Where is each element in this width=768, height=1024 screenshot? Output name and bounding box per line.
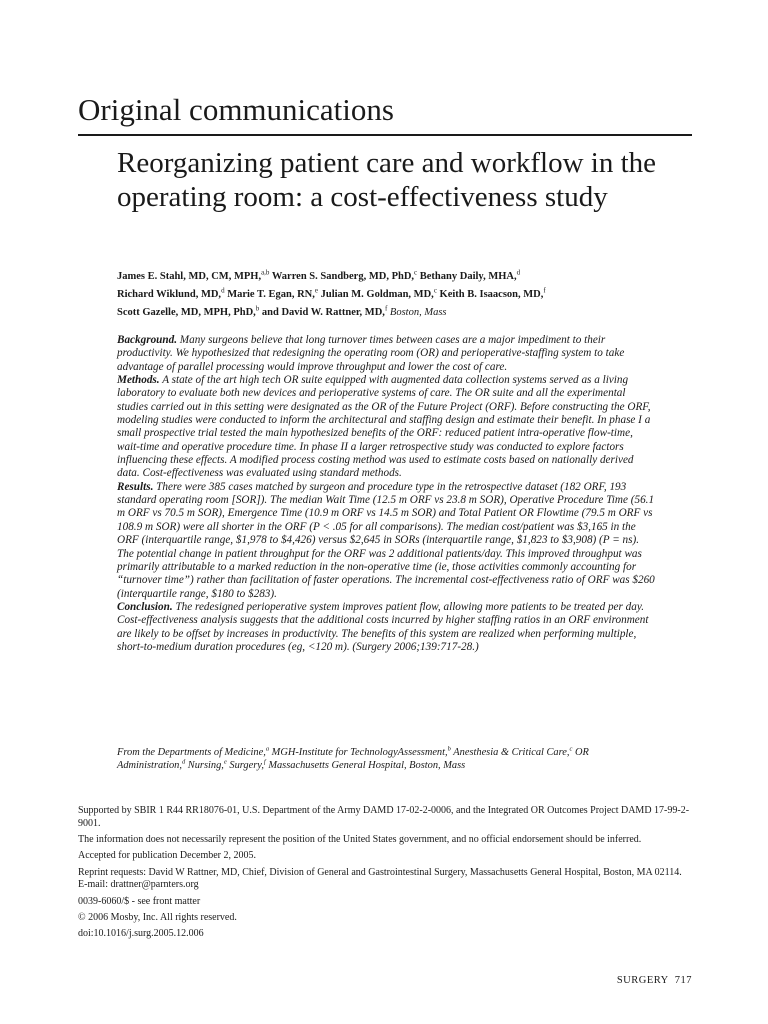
- accepted-note: Accepted for publication December 2, 2005.: [78, 850, 256, 862]
- affiliation-mark: a: [265, 745, 270, 753]
- author-name: Julian M. Goldman, MD,: [320, 289, 434, 300]
- disclaimer-note: The information does not necessarily represent the position of the United States government, and no official endorsement should be inferred.: [78, 834, 642, 845]
- footnotes: [78, 805, 692, 944]
- author-affiliation-mark: c: [414, 268, 418, 277]
- author-list: [117, 268, 677, 322]
- author-affiliation-mark: f: [543, 286, 546, 295]
- author-affiliation-mark: f: [384, 304, 388, 313]
- abstract-text: A state of the art high tech OR suite equipped with augmented data collection systems served as a living laboratory to evaluate both new devices and perioperative systems of care. The OR suite and all the experimental studies carried out in this setting were designated as the OR of the Future Project (ORF). Before constructing the ORF, modeling studies were conducted to inform the architectural and staffing design and estimate their benefit. In phase I a small prospective trial tested the main hypothesized benefits of the ORF: reduced patient intra-operative flow-time, wait-time and operative procedure time. In phase II a larger retrospective study was conducted to explore factors influencing these effects. A modified process costing method was used to estimate costs based on nationally derived data. Cost-effectiveness was evaluated using standard methods.: [117, 374, 651, 480]
- support-note: Supported by SBIR 1 R44 RR18076-01, U.S. Department of the Army DAMD 17-02-2-0006, and the Integrated OR Outcomes Project DAMD 17-99-2-9001.: [78, 805, 690, 829]
- affiliation-mark: d: [181, 758, 186, 766]
- author-affiliation-mark: a,b: [261, 268, 270, 277]
- abstract-text: The redesigned perioperative system improves patient flow, allowing more patients to be treated per day. Cost-effectiveness analysis suggests that the additional costs incurred by higher staffing ratios in an ORF environment are likely to be offset by increases in productivity. The benefits of this system are realized when performing multiple, short-to-medium duration procedures (eg, <120 m). (Surgery 2006;139:717-28.): [117, 600, 649, 653]
- author-affiliation-mark: e: [314, 286, 318, 295]
- copyright-note: © 2006 Mosby, Inc. All rights reserved.: [78, 911, 237, 923]
- affiliation-text: Nursing,: [185, 760, 224, 772]
- page-number: 717: [674, 975, 692, 986]
- abstract-label: Methods.: [117, 374, 160, 387]
- affiliation-text: OR Administration,: [117, 747, 589, 772]
- abstract-results: [117, 481, 657, 601]
- author-affiliation-mark: b: [255, 304, 260, 313]
- abstract-text: There were 385 cases matched by surgeon and procedure type in the retrospective dataset (182 ORF, 193 standard operating room [SOR]). The median Wait Time (12.5 m ORF vs 23.8 m SOR), Operative Procedure Time (56.1 m ORF vs 70.5 m SOR), Emergence Time (10.9 m ORF vs 14.5 m SOR) and Total Patient OR Flowtime (79.5 m ORF vs 108.9 m SOR) were all shorter in the ORF (P < .05 for all comparisons). The median cost/patient was $3,165 in the ORF (interquartile range, $1,978 to $4,426) versus $2,645 in SORs (interquartile range, $1,823 to $3,908) (P = ns). The potential change in patient throughput for the ORF was 2 additional patients/day. This improved throughput was primarily attributable to a marked reduction in the non-operative time (ie, those activities commonly accounting for “turnover time”) rather than facilitation of faster operations. The incremental cost-effectiveness ratio of ORF was $260 (interquartile range, $180 to $283).: [117, 480, 655, 600]
- section-heading: Original communications: [78, 92, 394, 127]
- abstract-label: Results.: [117, 480, 154, 493]
- author-location: Boston, Mass: [389, 307, 447, 318]
- abstract-methods: [117, 374, 657, 481]
- affiliations: [117, 746, 657, 773]
- abstract-background: [117, 334, 657, 374]
- abstract-text: Many surgeons believe that long turnover times between cases are a major impediment to their productivity. We hypothesized that redesigning the operating room (OR) and perioperative-staffing system to take advantage of parallel processing would improve throughput and lower the cost of care.: [117, 334, 625, 373]
- page-footer: [611, 975, 692, 986]
- affiliation-mark: b: [447, 745, 451, 753]
- affiliation-text: Massachusetts General Hospital, Boston, Mass: [265, 760, 466, 772]
- article-title: Reorganizing patient care and workflow in the operating room: a cost-effectiveness study: [117, 147, 657, 213]
- author-name: and David W. Rattner, MD,: [261, 307, 385, 318]
- author-name: Scott Gazelle, MD, MPH, PhD,: [117, 307, 256, 318]
- affiliation-text: Anesthesia & Critical Care,: [450, 747, 570, 758]
- affiliation-mark: e: [223, 758, 227, 766]
- author-affiliation-mark: d: [221, 286, 225, 295]
- author-name: Keith B. Isaacson, MD,: [439, 289, 544, 300]
- abstract-label: Background.: [117, 334, 177, 346]
- issn-note: 0039-6060/$ - see front matter: [78, 895, 201, 907]
- affiliation-text: Surgery,: [226, 760, 264, 772]
- author-name: Marie T. Egan, RN,: [227, 289, 315, 300]
- author-affiliation-mark: d: [516, 268, 521, 277]
- reprint-note: Reprint requests: David W Rattner, MD, Chief, Division of General and Gastrointestinal Surgery, Massachusetts General Hospital, Boston, MA 02114. E-mail: drattner@parnters.org: [78, 866, 682, 891]
- abstract: [117, 334, 657, 654]
- doi-note: doi:10.1016/j.surg.2005.12.006: [78, 928, 204, 940]
- journal-name: SURGERY: [616, 975, 669, 986]
- affiliation-mark: f: [263, 758, 266, 766]
- abstract-conclusion: [117, 601, 657, 654]
- author-name: Warren S. Sandberg, MD, PhD,: [271, 271, 415, 282]
- author-name: Bethany Daily, MHA,: [419, 271, 517, 282]
- abstract-label: Conclusion.: [117, 600, 173, 613]
- heading-rule: [78, 134, 692, 136]
- affiliation-text: From the Departments of Medicine,: [117, 747, 266, 758]
- author-affiliation-mark: c: [433, 286, 437, 295]
- affiliation-text: MGH-Institute for TechnologyAssessment,: [269, 747, 448, 758]
- author-name: James E. Stahl, MD, CM, MPH,: [117, 271, 262, 282]
- affiliation-mark: c: [569, 745, 573, 753]
- author-name: Richard Wiklund, MD,: [117, 289, 222, 300]
